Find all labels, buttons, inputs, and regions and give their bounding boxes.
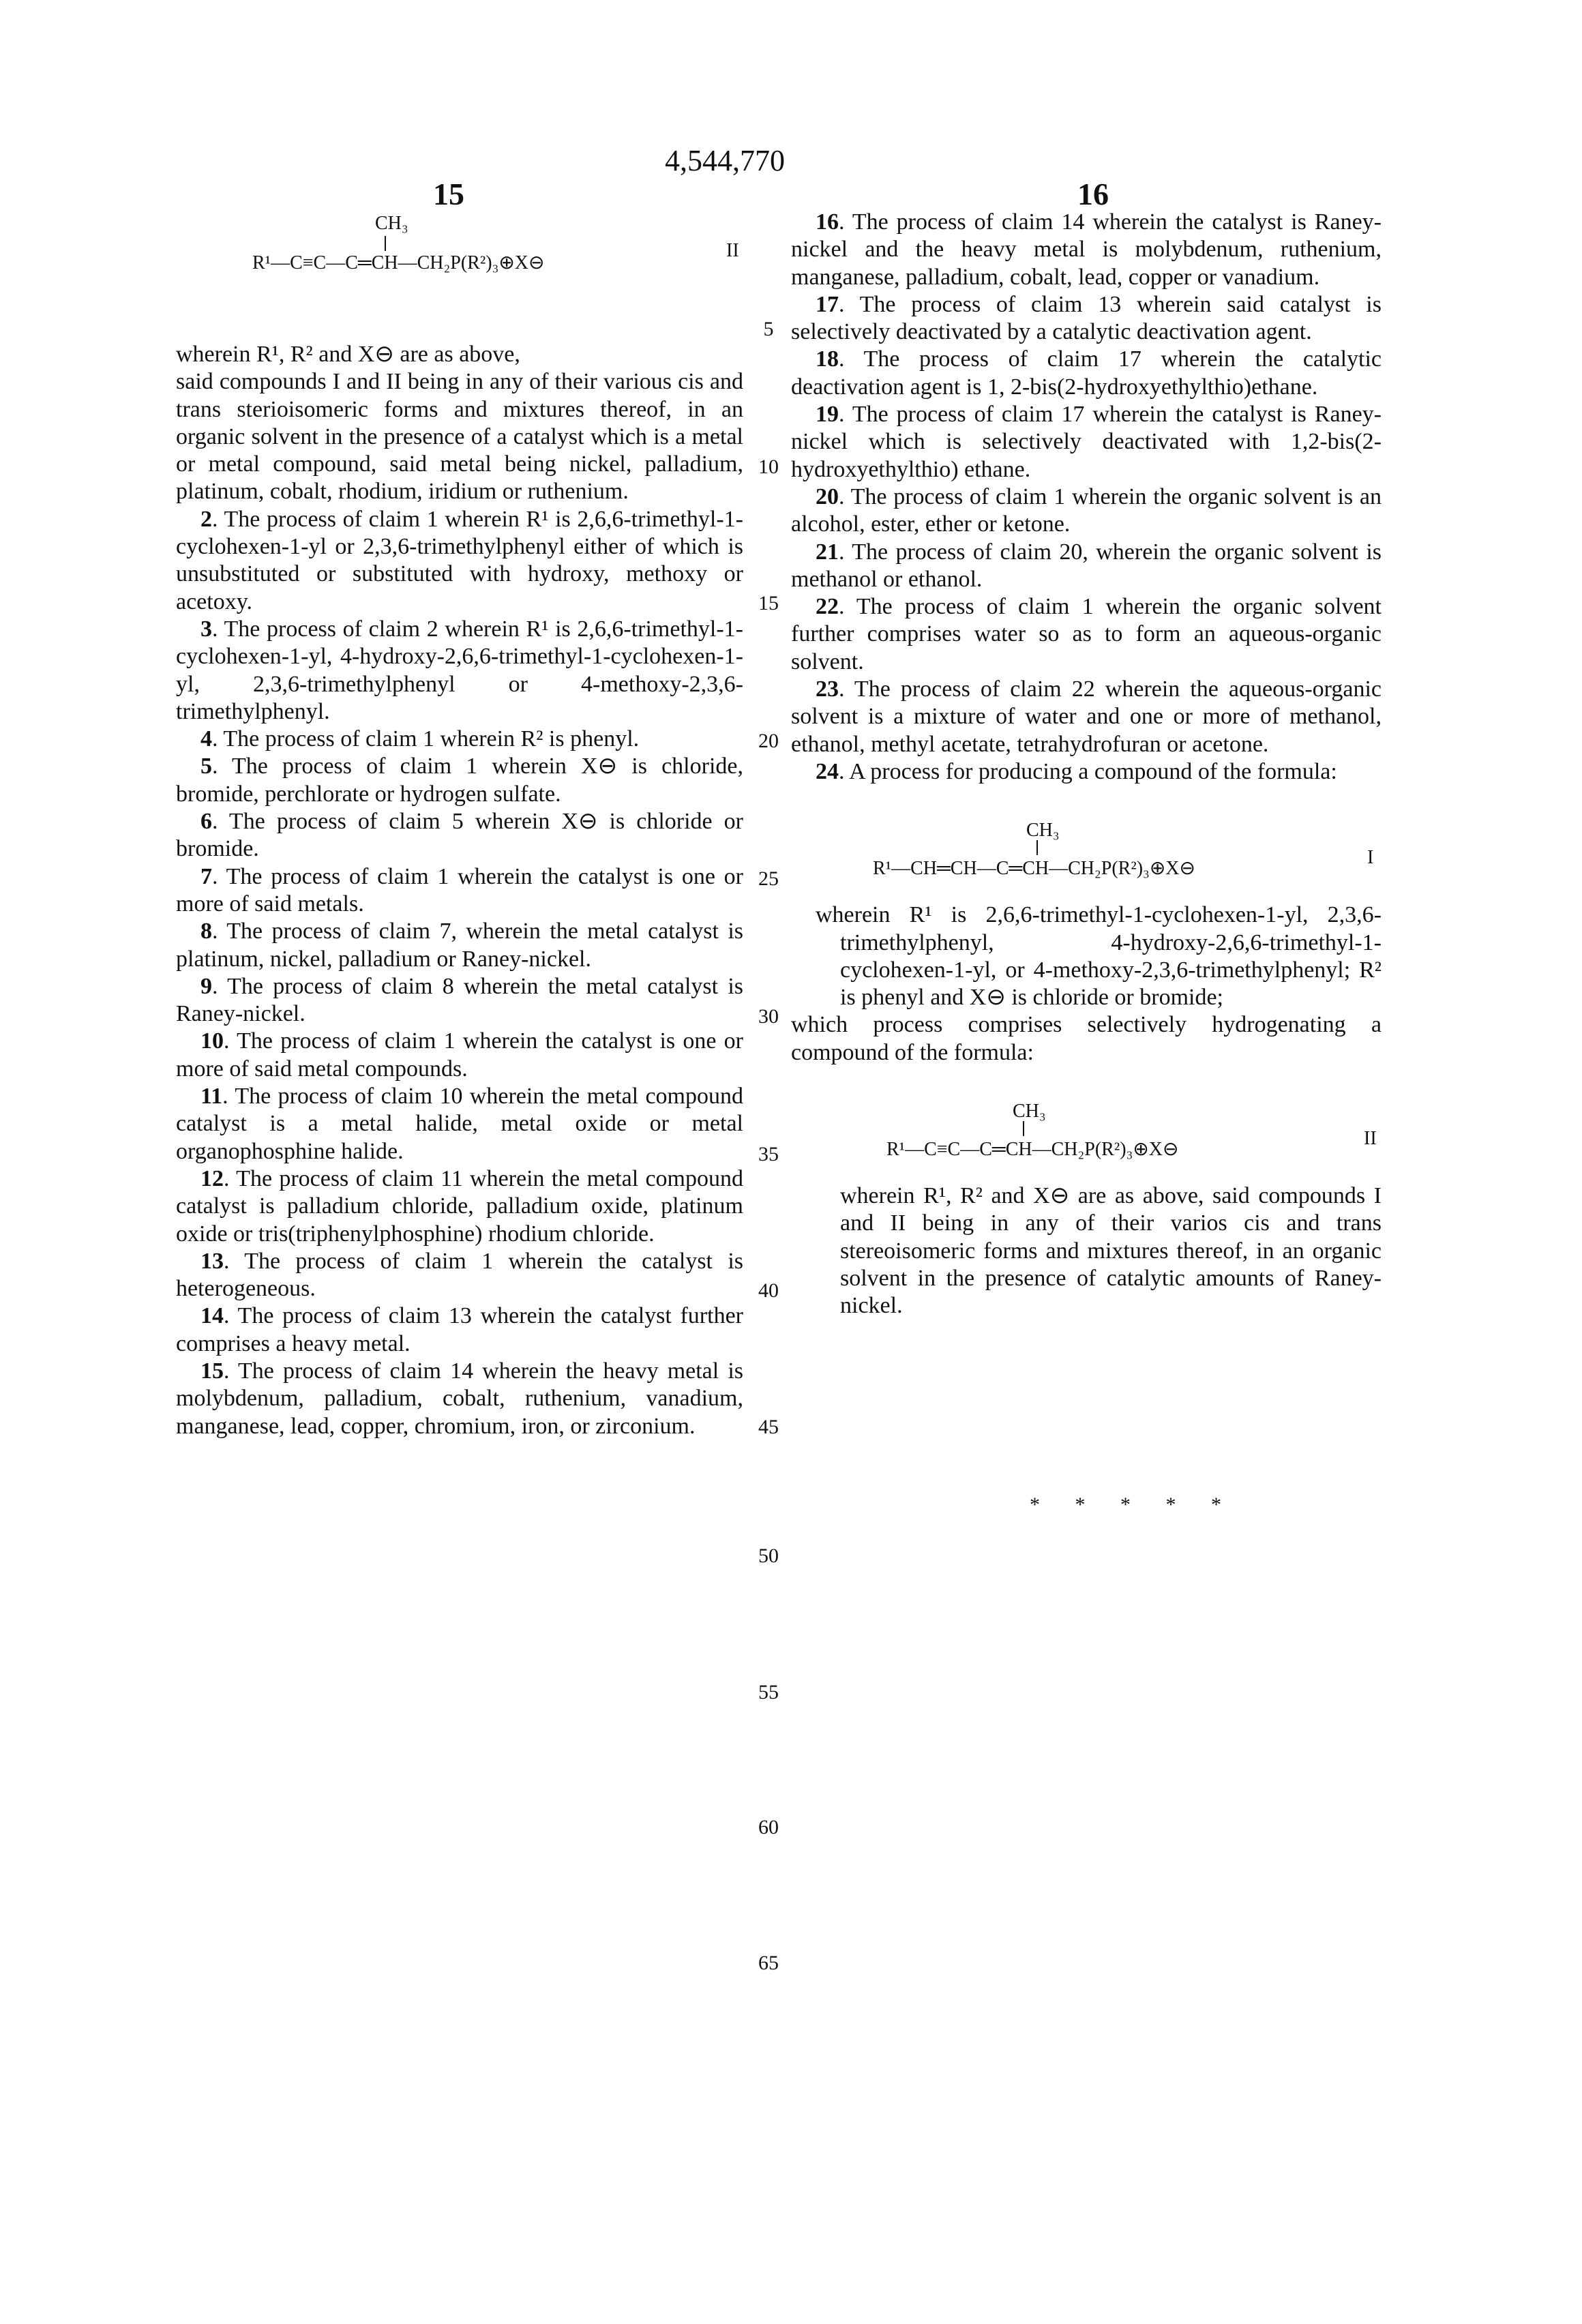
claim: 18. The process of claim 17 wherein the catalytic deactivation agent is 1, 2-bis(2-hydroxyethylthio)ethane. [791,346,1382,401]
right-column [791,209,1382,1320]
claim: 14. The process of claim 13 wherein the catalyst further comprises a heavy metal. [176,1302,743,1358]
claim: 21. The process of claim 20, wherein the organic solvent is methanol or ethanol. [791,539,1382,594]
claim: 3. The process of claim 2 wherein R¹ is 2,6,6-trimethyl-1-cyclohexen-1-yl, 4-hydroxy-2,6,6-trimethyl-1-cyclohexen-1-yl, 2,3,6-trimethylphenyl or 4-methoxy-2,3,6-trimethylphenyl. [176,616,743,726]
claim: 12. The process of claim 11 wherein the metal compound catalyst is palladium chloride, palladium oxide, platinum oxide or tris(triphenylphosphine) rhodium chloride. [176,1165,743,1248]
which-process-text: which process comprises selectively hydrogenating a compound of the formula: [791,1011,1382,1067]
bond-line [1023,1121,1024,1136]
page-number-left: 15 [433,176,464,212]
line-number: 40 [753,1279,783,1302]
claim: 5. The process of claim 1 wherein X⊖ is chloride, bromide, perchlorate or hydrogen sulfate. [176,753,743,808]
line-number: 25 [753,867,783,891]
claim: 13. The process of claim 1 wherein the catalyst is heterogeneous. [176,1248,743,1303]
claim: 7. The process of claim 1 wherein the catalyst is one or more of said metals. [176,863,743,919]
line-number: 65 [753,1952,783,1975]
claim: 17. The process of claim 13 wherein said catalyst is selectively deactivated by a catalytic deactivation agent. [791,291,1382,346]
claim: 9. The process of claim 8 wherein the metal catalyst is Raney-nickel. [176,973,743,1028]
left-column [176,341,743,1440]
claim: 11. The process of claim 10 wherein the metal compound catalyst is a metal halide, metal oxide or metal organophosphine halide. [176,1083,743,1165]
line-number: 45 [753,1416,783,1439]
claim: 6. The process of claim 5 wherein X⊖ is chloride or bromide. [176,808,743,863]
formula-label: I [1367,844,1373,872]
claim: 4. The process of claim 1 wherein R² is phenyl. [176,726,743,753]
line-number: 30 [753,1005,783,1028]
line-number: 55 [753,1681,783,1704]
claim: 23. The process of claim 22 wherein the aqueous-organic solvent is a mixture of water and one or more of methanol, ethanol, methyl acetate, tetrahydrofuran or acetone. [791,676,1382,758]
formula-chain: R¹—C≡C—C═CH—CH₂P(R²)₃⊕X⊖ [886,1136,1178,1163]
formula-chain: R¹—CH═CH—C═CH—CH₂P(R²)₃⊕X⊖ [873,855,1195,882]
line-number: 35 [753,1143,783,1166]
line-number: 5 [753,318,783,341]
wherein-final-text: wherein R¹, R² and X⊖ are as above, said compounds I and II being in any of their varios cis and trans stereoisomeric forms and mixtures thereof, in an organic solvent in the presence of catalytic amounts of Raney-nickel. [791,1182,1382,1320]
methyl-group: CH₃ [375,213,408,235]
claim: 20. The process of claim 1 wherein the organic solvent is an alcohol, ester, ether or ketone. [791,483,1382,539]
formula-i [791,786,1382,902]
formula-label: II [726,240,739,262]
claim: 22. The process of claim 1 wherein the organic solvent further comprises water so as to form an aqueous-organic solvent. [791,593,1382,676]
claim: 19. The process of claim 17 wherein the catalyst is Raney-nickel which is selectively deactivated with 1,2-bis(2-hydroxyethylthio) ethane. [791,401,1382,483]
formula-label: II [1364,1125,1377,1152]
wherein-r1-text: wherein R¹ is 2,6,6-trimethyl-1-cyclohexen-1-yl, 2,3,6-trimethylphenyl, 4-hydroxy-2,6,6-trimethyl-1-cyclohexen-1-yl, or 4-methoxy-2,3,6-trimethylphenyl; R² is phenyl and X⊖ is chloride or bromide; [791,902,1382,1011]
claim: 10. The process of claim 1 wherein the catalyst is one or more of said metal compounds. [176,1028,743,1083]
claim: 8. The process of claim 7, wherein the metal catalyst is platinum, nickel, palladium or Raney-nickel. [176,918,743,973]
patent-number: 4,544,770 [665,143,785,178]
claim: 15. The process of claim 14 wherein the heavy metal is molybdenum, palladium, cobalt, ruthenium, vanadium, manganese, lead, copper, chromium, iron, or zirconium. [176,1358,743,1440]
claim: 2. The process of claim 1 wherein R¹ is 2,6,6-trimethyl-1-cyclohexen-1-yl or 2,3,6-trimethylphenyl either of which is unsubstituted or substituted with hydroxy, methoxy or acetoxy. [176,506,743,616]
claim: 24. A process for producing a compound of the formula: [791,758,1382,786]
line-number: 60 [753,1816,783,1839]
methyl-group: CH₃ [1026,817,1060,844]
line-number: 50 [753,1545,783,1568]
line-number: 15 [753,592,783,615]
claim: 16. The process of claim 14 wherein the catalyst is Raney-nickel and the heavy metal is molybdenum, ruthenium, manganese, palladium, cobalt, lead, copper or vanadium. [791,209,1382,291]
compounds-text: said compounds I and II being in any of their various cis and trans sterioisomeric forms and mixtures thereof, in an organic solvent in the presence of a catalyst which is a metal or metal compound, said metal being nickel, palladium, platinum, cobalt, rhodium, iridium or ruthenium. [176,368,743,505]
wherein-text: wherein R¹, R² and X⊖ are as above, [176,341,743,368]
formula-ii-right [791,1067,1382,1182]
page-number-right: 16 [1077,176,1109,212]
end-marks: * * * * * [1030,1493,1236,1517]
bond-line [1036,840,1038,855]
bond-line [385,236,386,251]
line-number: 10 [753,456,783,479]
methyl-group: CH₃ [1013,1098,1046,1125]
formula-chain: R¹—C≡C—C═CH—CH₂P(R²)₃⊕X⊖ [252,251,544,274]
formula-ii-left [252,213,743,281]
line-number: 20 [753,730,783,753]
